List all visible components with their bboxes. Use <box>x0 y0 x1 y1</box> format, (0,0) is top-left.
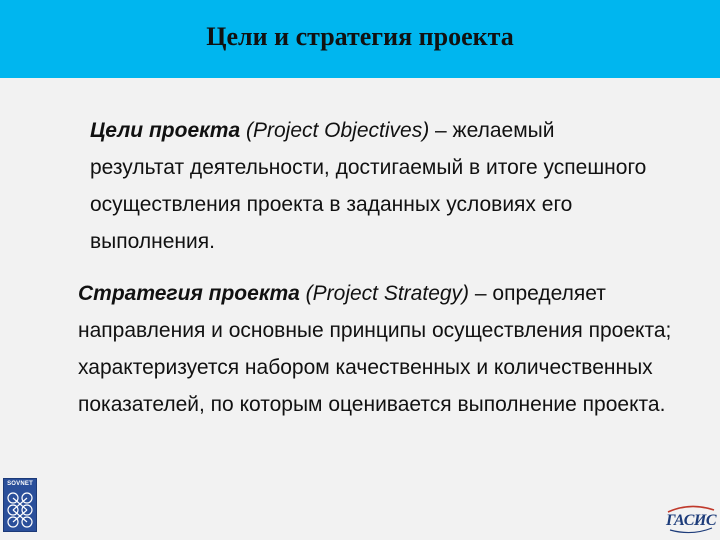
sovnet-logo-text: SOVNET <box>7 481 33 487</box>
strategy-definition <box>78 275 678 423</box>
strategy-definition-text: – определяет направления и основные принципы осуществления проекта; характеризуется набором качественных и количественных показателей, по которым оценивается выполнение проекта. <box>78 282 672 416</box>
slide-title: Цели и стратегия проекта <box>206 22 514 51</box>
objectives-term: Цели проекта <box>90 119 241 142</box>
strategy-term: Стратегия проекта <box>78 282 300 305</box>
gasis-logo <box>664 504 716 534</box>
strategy-term-english: (Project Strategy) <box>305 282 470 305</box>
gasis-logo-text: ГАСИС <box>666 512 717 529</box>
objectives-definition <box>90 112 650 260</box>
objectives-term-english: (Project Objectives) <box>245 119 430 142</box>
sovnet-logo <box>3 478 37 532</box>
objectives-definition-text: – желаемый результат деятельности, достигаемый в итоге успешного осуществления проекта в заданных условиях его выполнения. <box>90 119 647 253</box>
sovnet-knot-icon <box>6 491 34 529</box>
